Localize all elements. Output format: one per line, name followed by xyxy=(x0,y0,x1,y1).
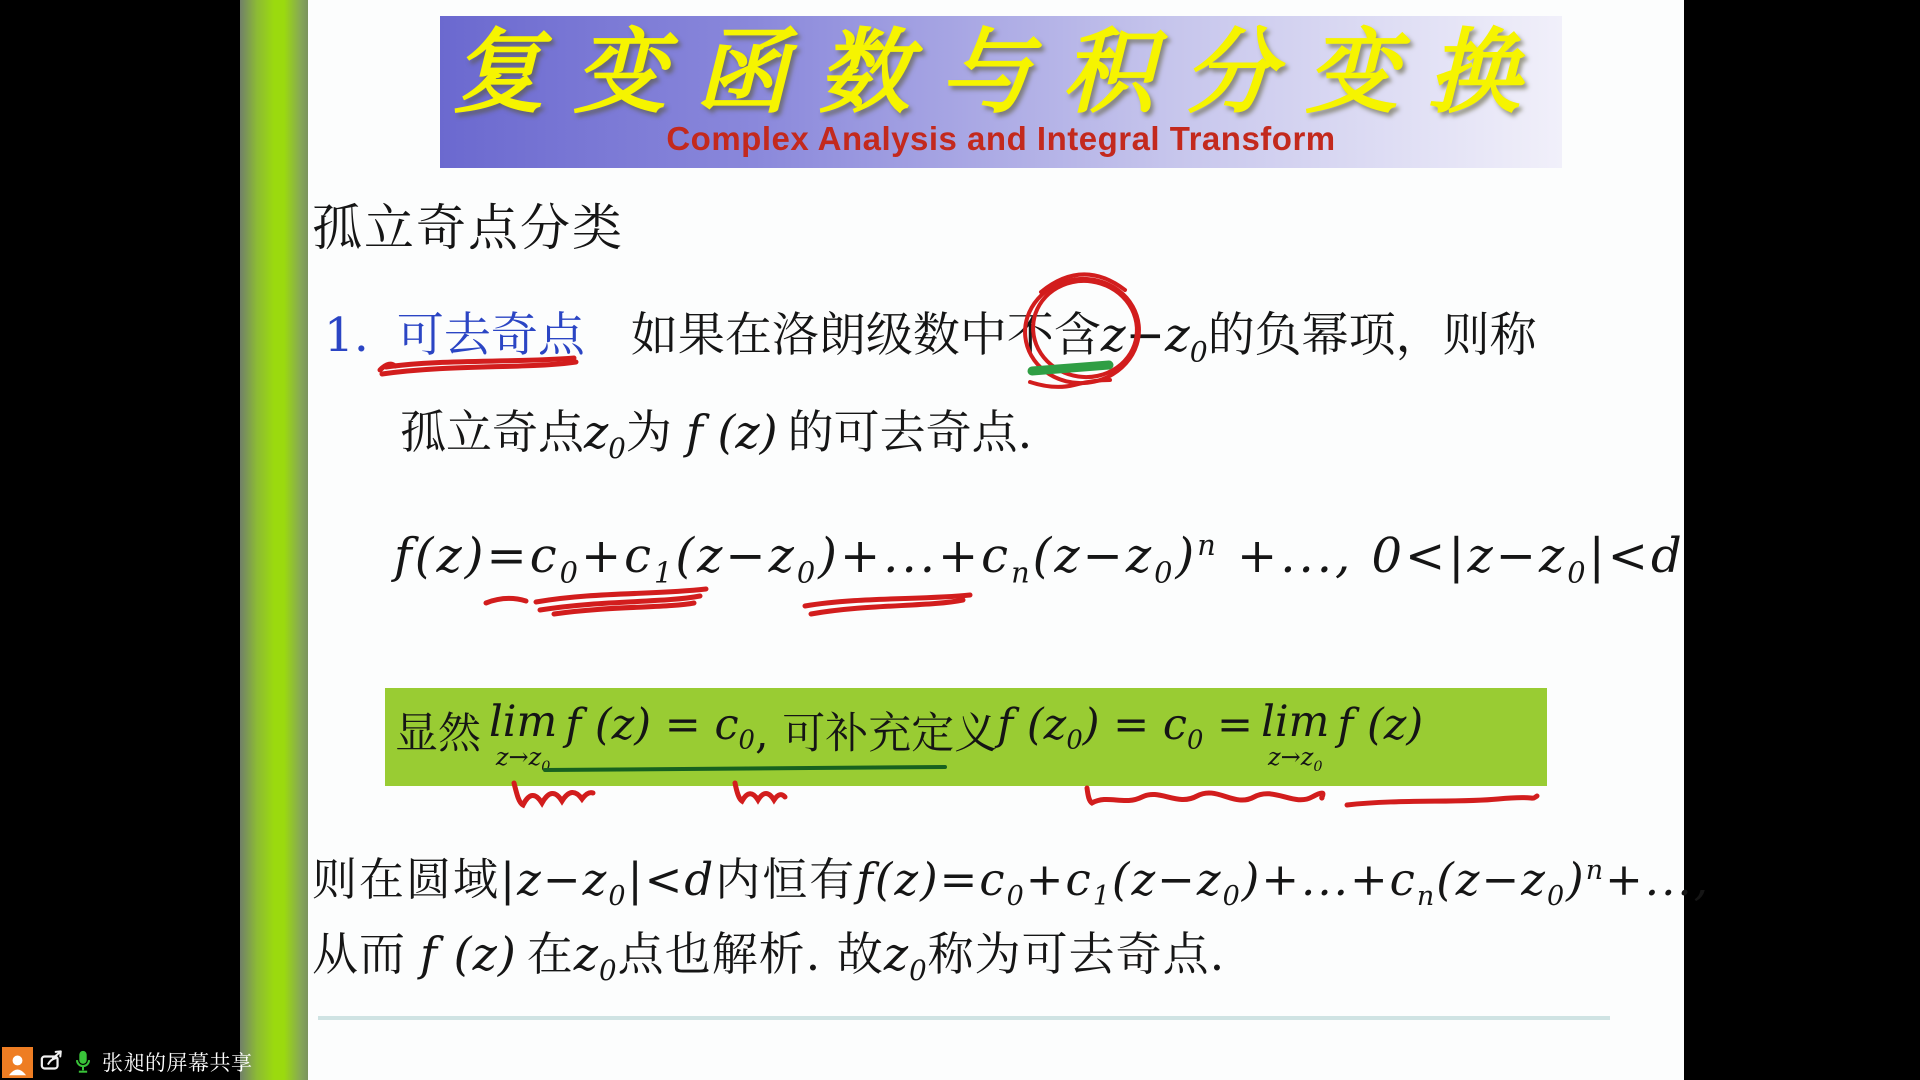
highlight-prefix: 显然 xyxy=(395,709,481,759)
red-squiggle-3 xyxy=(1087,788,1323,803)
highlight-middle: , 可补充定义 xyxy=(754,709,998,759)
point1-text-a: 如果在洛朗级数中 xyxy=(630,308,1007,363)
left-green-stripe xyxy=(240,0,316,1080)
presenter-avatar xyxy=(2,1047,33,1078)
red-underline-c1 xyxy=(536,589,706,602)
point1-text-b: 的负幂项，则称 xyxy=(1207,308,1537,363)
course-subtitle-en: Complex Analysis and Integral Transform xyxy=(666,120,1336,157)
highlight-eq3: f (z) xyxy=(1337,700,1424,750)
red-circle-buhan xyxy=(1041,274,1125,292)
highlight-eq1: f $(z) = c_0$ xyxy=(565,700,755,756)
red-underline-c0 xyxy=(486,598,526,603)
math-z-z0: z−z xyxy=(1100,308,1190,363)
point1-number: 1. xyxy=(324,308,369,363)
red-squiggle-4 xyxy=(1347,796,1537,805)
circled-word: 不含 xyxy=(1006,308,1101,363)
screen-share-icon xyxy=(40,1050,64,1074)
laurent-series-formula: $f(z)=c_0+c_1(z-z_0)+...+c_n(z-z_0)^n$ +..., $0<|z-z_0|<d$ xyxy=(394,528,1685,590)
red-underline-c1 xyxy=(554,603,694,614)
point1-line2: 孤立奇点$z_0$为 f (z) 的可去奇点. xyxy=(400,405,1033,466)
point1-term: 可去奇点 xyxy=(396,308,585,363)
red-underline-cn xyxy=(805,595,970,606)
slide-content xyxy=(308,0,1710,1080)
red-squiggle-1 xyxy=(514,783,593,805)
red-scribble-buhan xyxy=(1030,380,1110,387)
point1-line1: 1. 可去奇点 如果在洛朗级数中不含$z-z_0$的负幂项，则称 xyxy=(324,308,1537,369)
conclusion-line2: 从而 f (z) 在$z_0$点也解析. 故$z_0$称为可去奇点. xyxy=(312,927,1226,988)
conclusion-line1: 则在圆域$|z-z_0|<d$内恒有$f(z)=c_0+c_1(z-z_0)+...+c_n(z-z_0)^n+$..., xyxy=(312,853,1710,912)
course-title-cn: 复变函数与积分变换 xyxy=(451,18,1550,126)
bottom-divider-line xyxy=(318,1016,1610,1020)
microphone-icon xyxy=(71,1050,95,1074)
highlight-box xyxy=(385,688,1547,786)
screen-share-statusbar xyxy=(2,1046,253,1078)
limit-stack-1: lim $z\to z_0$ xyxy=(489,697,558,775)
limit-stack-2: lim $z\to z_0$ xyxy=(1261,697,1330,775)
person-icon xyxy=(4,1051,31,1078)
red-underline-c1 xyxy=(540,596,700,610)
slide-heading: 孤立奇点分类 xyxy=(312,199,624,257)
red-underline-cn xyxy=(811,600,963,614)
course-banner xyxy=(440,16,1562,168)
share-label: 张昶的屏幕共享 xyxy=(102,1052,253,1075)
highlight-eq2: f $(z_0) = c_0$ = xyxy=(997,700,1254,756)
